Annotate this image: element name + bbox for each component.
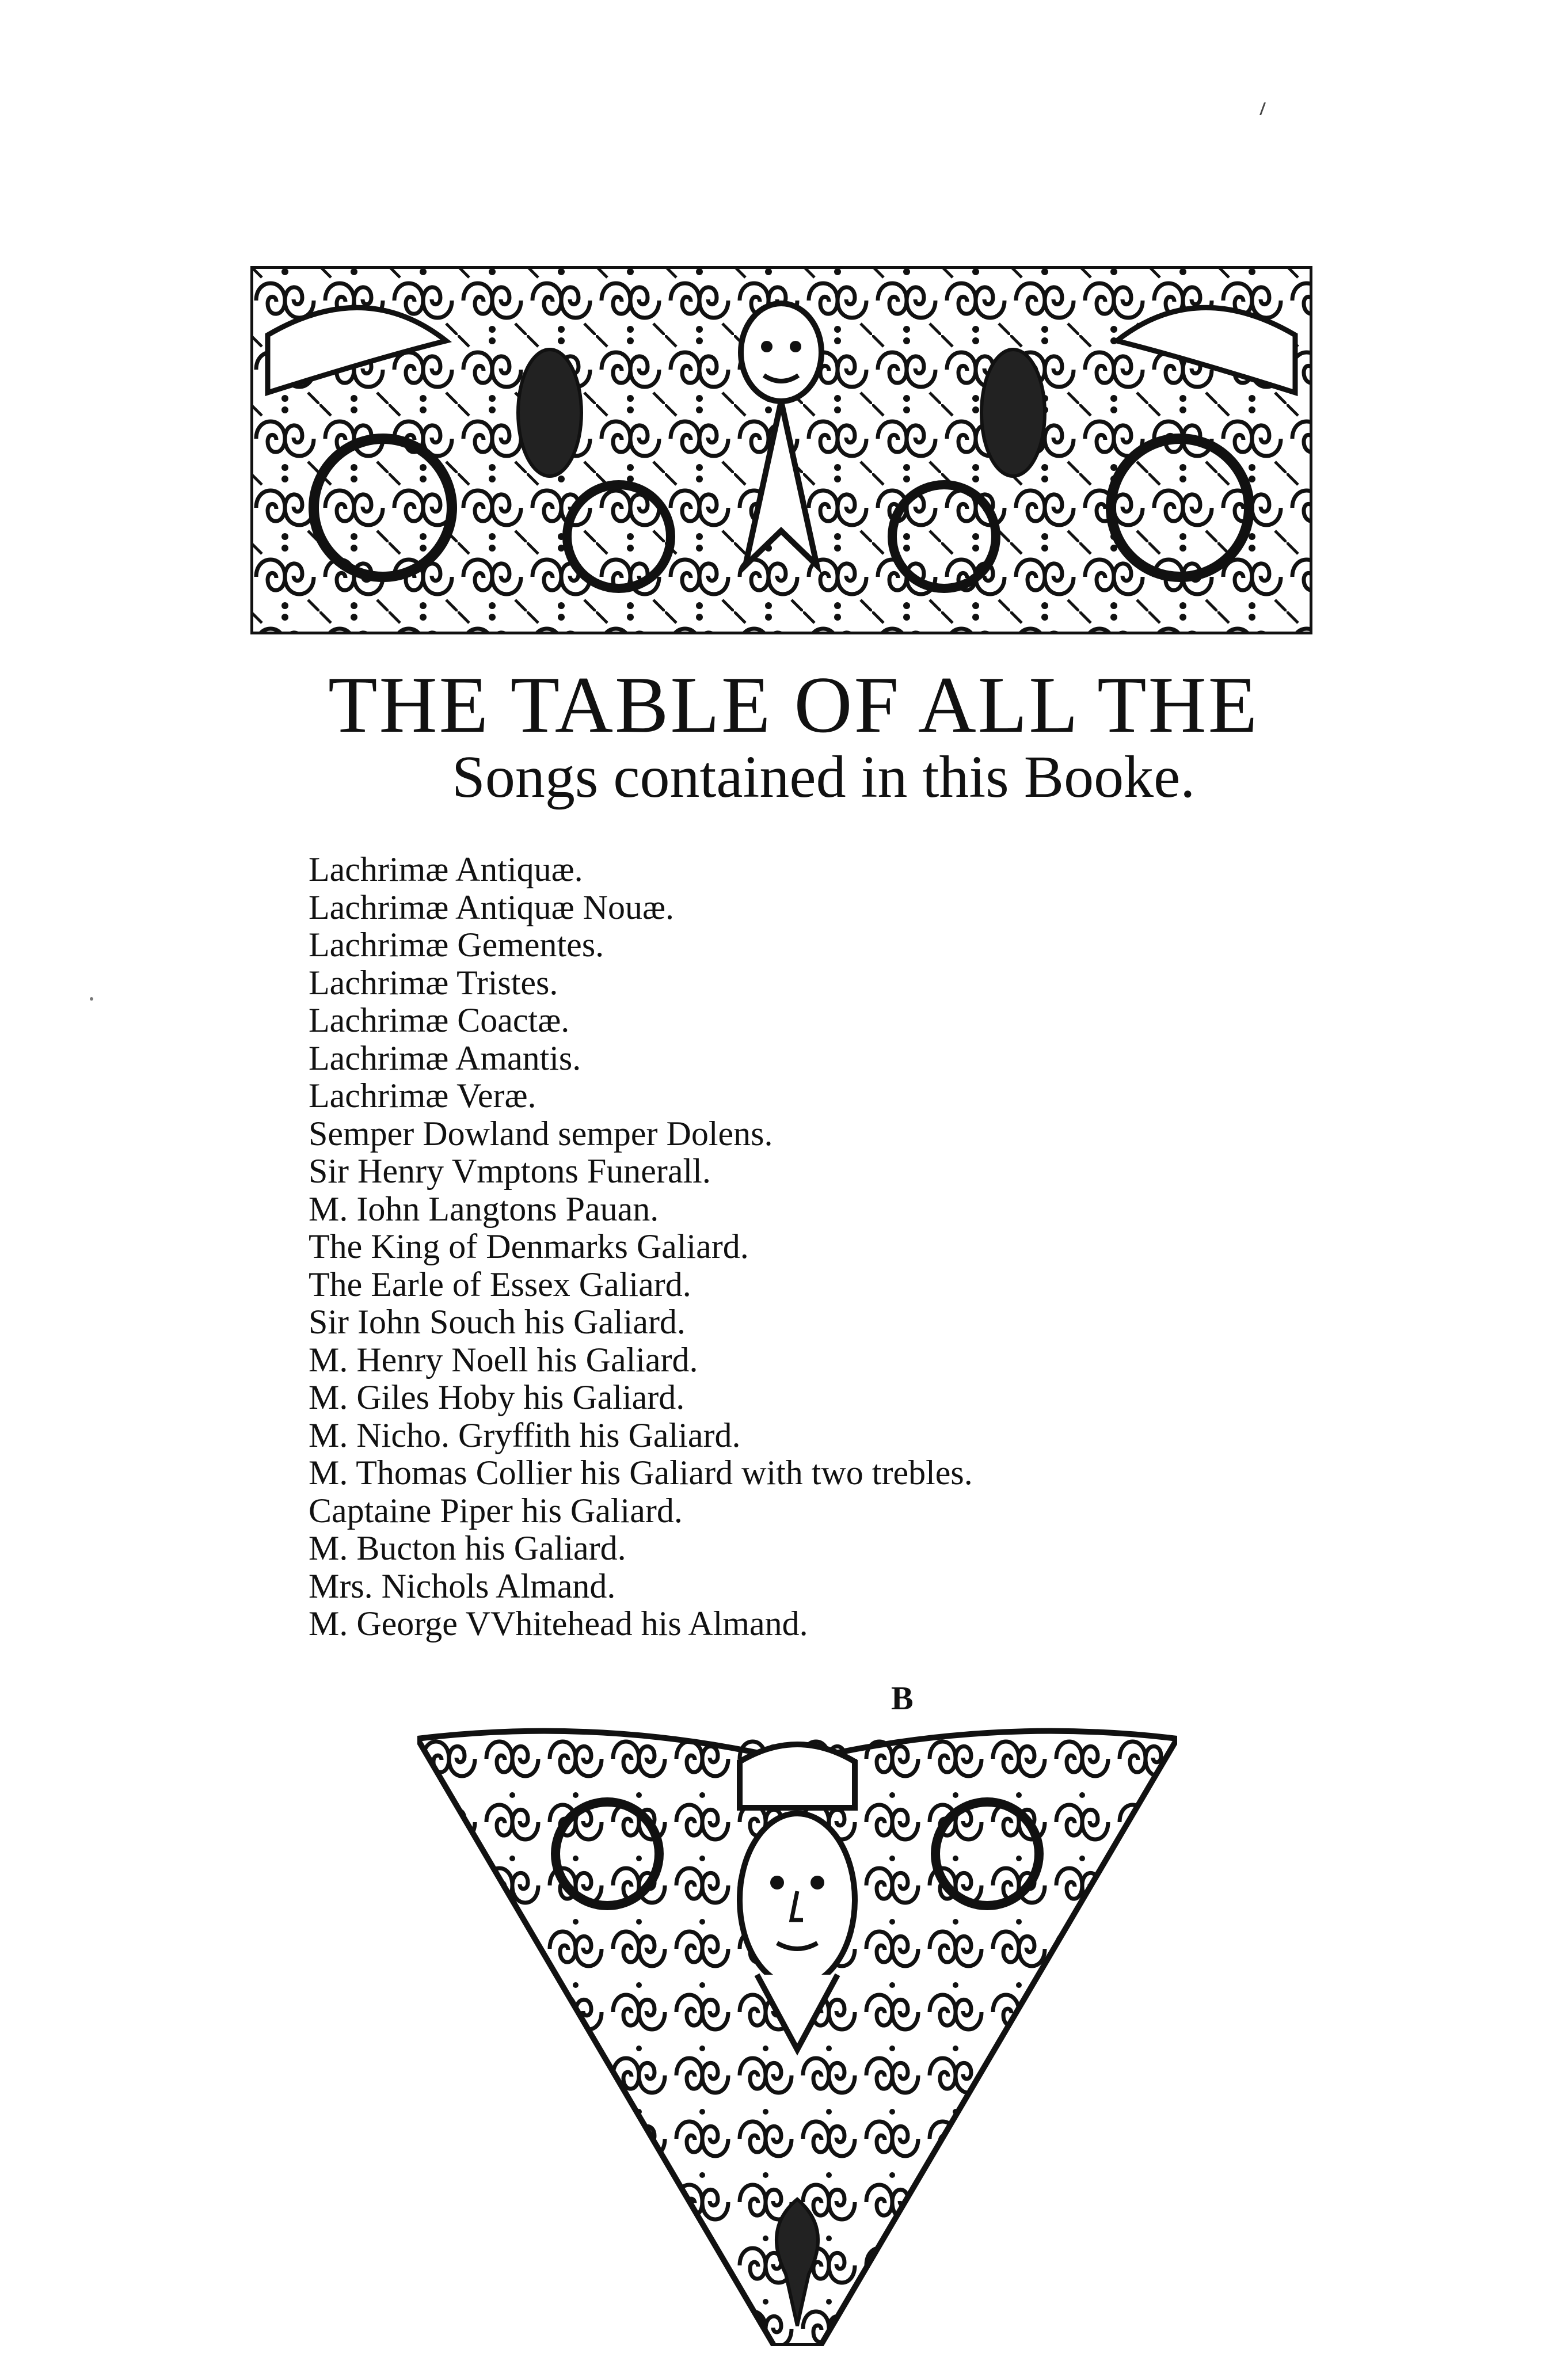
list-item: Lachrimæ Coactæ. [309,1001,570,1039]
list-item: Lachrimæ Gementes. [309,926,604,964]
list-item: The Earle of Essex Galiard. [309,1265,691,1303]
list-item: Lachrimæ Antiquæ. [309,850,583,888]
page-title: THE TABLE OF ALL THE [328,660,1259,750]
list-item: Lachrimæ Tristes. [309,963,558,1002]
list-item: Sir Henry Vmptons Funerall. [309,1152,711,1190]
list-item: M. Thomas Collier his Galiard with two trebles. [309,1454,973,1492]
woodcut-tailpiece-icon [417,1727,1177,2346]
list-item: M. Bucton his Galiard. [309,1529,626,1567]
list-item: M. Henry Noell his Galiard. [309,1340,698,1379]
list-item: M. George VVhitehead his Almand. [309,1605,808,1643]
list-item: Lachrimæ Veræ. [309,1077,536,1115]
list-item: Semper Dowland semper Dolens. [309,1114,773,1153]
woodcut-headpiece-icon [250,266,1312,634]
list-item: Sir Iohn Souch his Galiard. [309,1303,686,1341]
stray-dot [90,997,93,1001]
page-subtitle: Songs contained in this Booke. [452,744,1196,810]
list-item: Captaine Piper his Galiard. [309,1491,683,1530]
song-table [309,851,1057,1643]
stray-mark [1259,102,1270,115]
list-item: M. Giles Hoby his Galiard. [309,1378,685,1416]
signature-mark: B [891,1679,914,1717]
list-item: Mrs. Nichols Almand. [309,1567,616,1605]
list-item: M. Nicho. Gryffith his Galiard. [309,1416,741,1454]
list-item: Lachrimæ Antiquæ Nouæ. [309,888,674,926]
list-item: M. Iohn Langtons Pauan. [309,1189,659,1228]
list-item: Lachrimæ Amantis. [309,1039,581,1077]
list-item: The King of Denmarks Galiard. [309,1227,749,1265]
